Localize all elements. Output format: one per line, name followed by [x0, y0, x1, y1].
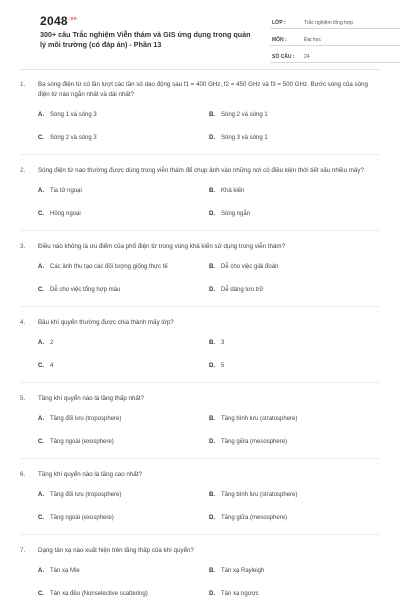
answer-letter: C.: [38, 211, 44, 217]
answer-letter: C.: [38, 591, 44, 597]
question-divider: [20, 458, 380, 459]
answer-text: Khả kiến: [221, 188, 245, 194]
answer-option[interactable]: [38, 286, 209, 295]
answer-text: Hồng ngoại: [50, 211, 81, 217]
answer-letter: B.: [209, 340, 215, 346]
question: [20, 546, 380, 599]
answer-letter: D.: [209, 211, 215, 217]
answer-text: Tầng giữa (mesosphere): [221, 439, 288, 445]
answer-letter: D.: [209, 591, 215, 597]
answer-text: Sóng ngắn: [221, 211, 251, 217]
answer-letter: C.: [38, 515, 44, 521]
question: [20, 470, 380, 535]
question-body: Tầng khí quyển nào là tầng thấp nhất?: [38, 395, 144, 402]
question-divider: [20, 534, 380, 535]
meta-label: SỐ CÂU :: [272, 54, 295, 60]
answer-text: Dễ dàng lưu trữ: [221, 287, 264, 293]
answer-option[interactable]: [209, 134, 380, 143]
question-text: [20, 318, 380, 328]
answer-option[interactable]: [209, 111, 380, 120]
answer-option[interactable]: [38, 210, 209, 219]
question-body: Dạng tán xạ nào xuất hiện trên tầng thấp của khí quyển?: [38, 547, 194, 554]
answer-option[interactable]: [209, 362, 380, 371]
meta-value: Trắc nghiệm tổng hợp: [304, 20, 353, 26]
question-text: [20, 242, 380, 252]
answer-options: [20, 415, 380, 447]
meta-row-subject: [270, 31, 400, 46]
question-number: 1.: [20, 81, 26, 88]
answer-text: Sóng 1 và sóng 3: [50, 112, 97, 118]
page-header: [20, 0, 380, 70]
exam-meta: [270, 14, 400, 65]
answer-option[interactable]: [38, 339, 209, 348]
answer-option[interactable]: [38, 134, 209, 143]
answer-option[interactable]: [209, 210, 380, 219]
meta-label: MÔN :: [272, 37, 287, 43]
answer-text: 2: [50, 340, 54, 346]
answer-text: Tán xạ đều (Nonselective scattering): [50, 591, 148, 597]
meta-value: Đại học: [304, 37, 321, 43]
question-text: [20, 470, 380, 480]
answer-letter: D.: [209, 363, 215, 369]
answer-text: Tầng bình lưu (stratosphere): [221, 492, 298, 498]
question-text: [20, 166, 380, 176]
question-list: [20, 80, 380, 600]
question: [20, 80, 380, 155]
answer-letter: D.: [209, 135, 215, 141]
answer-letter: C.: [38, 439, 44, 445]
site-logo[interactable]: [40, 14, 77, 28]
answer-text: Tầng ngoài (exosphere): [50, 515, 114, 521]
answer-option[interactable]: [38, 491, 209, 500]
answer-options: [20, 111, 380, 143]
answer-letter: A.: [38, 188, 44, 194]
answer-text: Tầng đối lưu (troposphere): [50, 492, 122, 498]
answer-option[interactable]: [38, 567, 209, 576]
question-number: 2.: [20, 167, 26, 174]
answer-letter: A.: [38, 568, 44, 574]
answer-letter: D.: [209, 439, 215, 445]
question-number: 6.: [20, 471, 26, 478]
answer-option[interactable]: [209, 438, 380, 447]
answer-letter: C.: [38, 135, 44, 141]
meta-row-class: [270, 14, 400, 29]
question-number: 5.: [20, 395, 26, 402]
answer-text: Tầng giữa (mesosphere): [221, 515, 288, 521]
answer-option[interactable]: [38, 415, 209, 424]
answer-option[interactable]: [209, 187, 380, 196]
question-body: Điều nào không là ưu điểm của phổ điện từ trong vùng khả kiến sử dụng trong viễn thám?: [38, 243, 286, 250]
answer-letter: B.: [209, 188, 215, 194]
page-title: 300+ câu Trắc nghiệm Viễn thám và GIS ứng dụng trong quản lý môi trường (có đáp án) - Phần 13: [40, 30, 251, 49]
answer-text: Tầng bình lưu (stratosphere): [221, 416, 298, 422]
answer-text: Sóng 2 và sóng 3: [50, 135, 97, 141]
question-number: 3.: [20, 243, 26, 250]
answer-option[interactable]: [209, 491, 380, 500]
answer-letter: B.: [209, 492, 215, 498]
question: [20, 318, 380, 383]
question-body: Tầng khí quyển nào là tầng cao nhất?: [38, 471, 142, 478]
answer-text: Tán xạ Rayleigh: [221, 568, 265, 574]
answer-text: Sóng 2 và sóng 1: [221, 112, 268, 118]
answer-letter: B.: [209, 264, 215, 270]
answer-option[interactable]: [209, 514, 380, 523]
answer-option[interactable]: [38, 111, 209, 120]
answer-option[interactable]: [209, 567, 380, 576]
answer-text: 3: [221, 340, 225, 346]
answer-letter: B.: [209, 416, 215, 422]
answer-option[interactable]: [38, 362, 209, 371]
question-number: 4.: [20, 319, 26, 326]
answer-text: 4: [50, 363, 54, 369]
answer-option[interactable]: [209, 415, 380, 424]
answer-option[interactable]: [38, 187, 209, 196]
question-text: [20, 394, 380, 404]
meta-label: LỚP :: [272, 20, 286, 26]
answer-text: Tầng ngoài (exosphere): [50, 439, 114, 445]
answer-options: [20, 263, 380, 295]
answer-text: 5: [221, 363, 225, 369]
question: [20, 166, 380, 231]
answer-letter: A.: [38, 340, 44, 346]
answer-letter: C.: [38, 363, 44, 369]
meta-row-count: [270, 48, 400, 63]
answer-options: [20, 339, 380, 371]
answer-letter: A.: [38, 264, 44, 270]
question-divider: [20, 154, 380, 155]
answer-options: [20, 567, 380, 599]
question-divider: [20, 230, 380, 231]
question-number: 7.: [20, 547, 26, 554]
answer-text: Tầng đối lưu (troposphere): [50, 416, 122, 422]
question-body: Bầu khí quyển thường được chia thành mấy lớp?: [38, 319, 174, 326]
answer-letter: A.: [38, 416, 44, 422]
answer-option[interactable]: [38, 438, 209, 447]
question: [20, 394, 380, 459]
answer-options: [20, 491, 380, 523]
question-body: Ba sóng điện từ có lần lượt các tần số dao động sau f1 = 400 GHz, f2 = 450 GHz và f3 = 500 GHz. Bước sóng của sóng điện từ nào ngắn nhất và dài nhất?: [38, 81, 368, 98]
logo-text: 2048: [40, 14, 68, 28]
answer-option[interactable]: [209, 590, 380, 599]
answer-option[interactable]: [209, 339, 380, 348]
question-body: Sóng điện từ nào thường được dùng trong viễn thám để chụp ảnh vào những nơi có điều kiện thời tiết xấu nhiều mây?: [38, 167, 364, 174]
answer-text: Tia tử ngoại: [50, 188, 82, 194]
question-divider: [20, 306, 380, 307]
answer-option[interactable]: [38, 263, 209, 272]
question-text: [20, 80, 380, 100]
question: [20, 242, 380, 307]
answer-text: Dễ cho việc giải đoán: [221, 264, 279, 270]
answer-option[interactable]: [38, 514, 209, 523]
answer-text: Sóng 3 và sóng 1: [221, 135, 268, 141]
answer-letter: A.: [38, 112, 44, 118]
answer-letter: B.: [209, 568, 215, 574]
answer-text: Dễ cho việc tổng hợp màu: [50, 287, 121, 293]
answer-letter: C.: [38, 287, 44, 293]
answer-option[interactable]: [38, 590, 209, 599]
answer-text: Các ảnh thu tạo các đối tượng giống thực tế: [50, 264, 168, 270]
question-text: [20, 546, 380, 556]
answer-text: Tán xạ Mie: [50, 568, 80, 574]
answer-letter: A.: [38, 492, 44, 498]
question-divider: [20, 382, 380, 383]
meta-value: 24: [304, 54, 310, 60]
answer-letter: D.: [209, 287, 215, 293]
answer-text: Tán xạ ngược: [221, 591, 259, 597]
header-divider: [20, 69, 380, 70]
answer-options: [20, 187, 380, 219]
answer-option[interactable]: [209, 286, 380, 295]
answer-option[interactable]: [209, 263, 380, 272]
answer-letter: D.: [209, 515, 215, 521]
answer-letter: B.: [209, 112, 215, 118]
logo-suffix: .vn: [68, 16, 78, 22]
